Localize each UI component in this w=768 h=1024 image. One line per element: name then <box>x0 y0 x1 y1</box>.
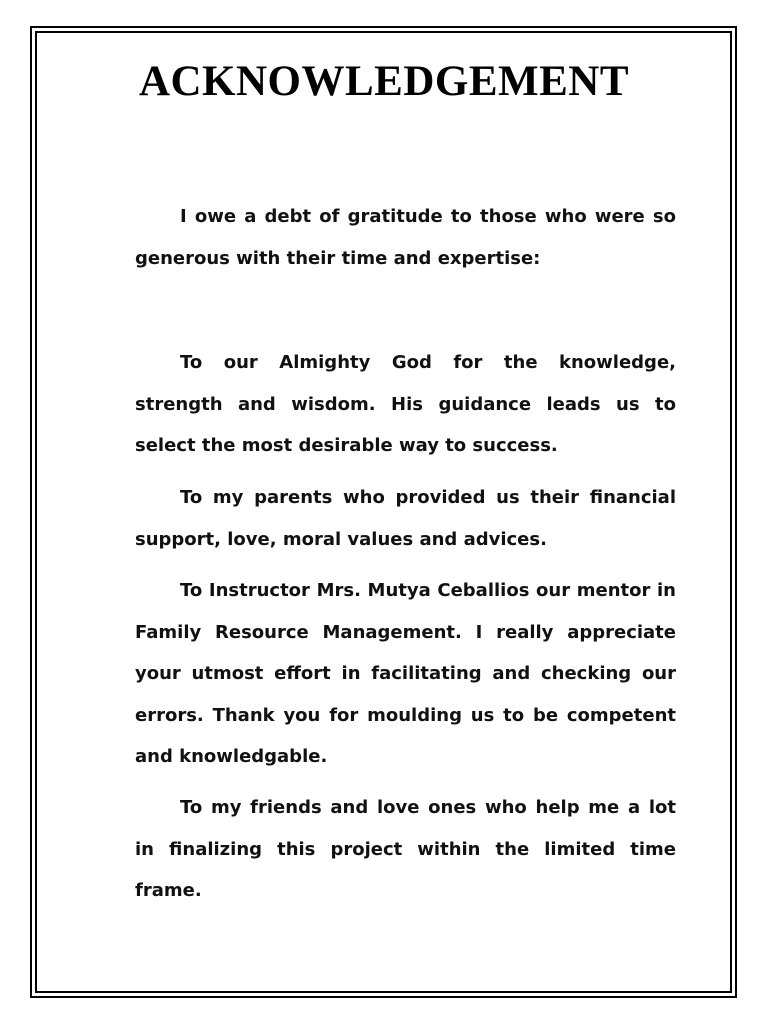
paragraph-friends: To my friends and love ones who help me a lot in finalizing this project within the limited time frame. <box>135 797 676 901</box>
paragraph-instructor: To Instructor Mrs. Mutya Ceballios our mentor in Family Resource Management. I really appreciate your utmost effort in facilitating and checking our errors. Thank you for moulding us to be competent and knowledgable. <box>135 580 676 767</box>
paragraph-parents: To my parents who provided us their financial support, love, moral values and advices. <box>135 487 676 550</box>
paragraph-gratitude-intro: I owe a debt of gratitude to those who were so generous with their time and expertise: <box>135 206 676 269</box>
paragraph-god: To our Almighty God for the knowledge, strength and wisdom. His guidance leads us to select the most desirable way to success. <box>135 352 676 456</box>
page-title: ACKNOWLEDGEMENT <box>138 58 630 105</box>
